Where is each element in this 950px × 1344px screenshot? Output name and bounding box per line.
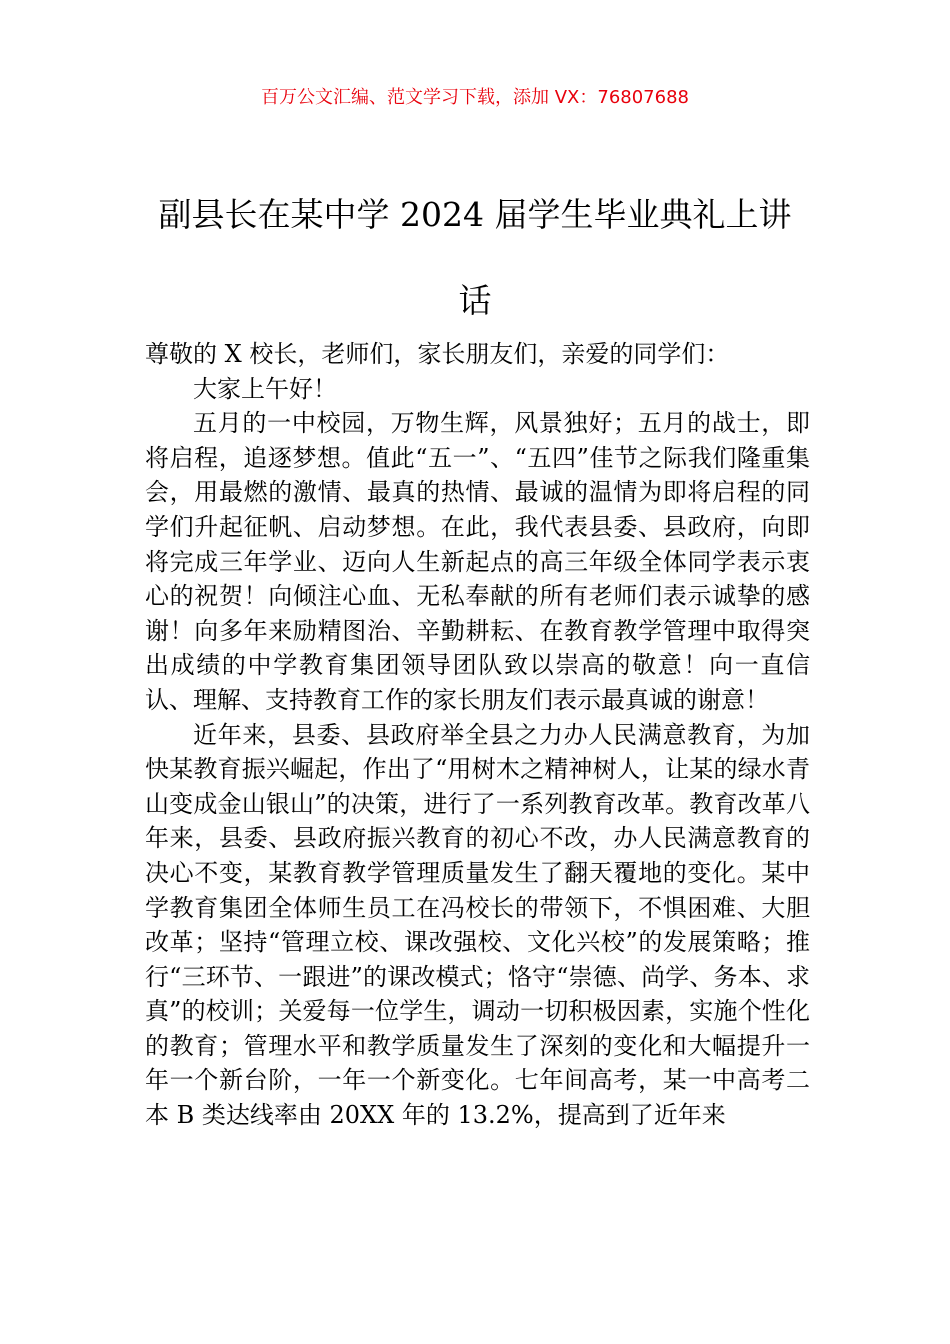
body-paragraph-1: 五月的一中校园，万物生辉，风景独好；五月的战士，即将启程，追逐梦想。值此“五一”、“五四”佳节之际我们隆重集会，用最燃的激情、最真的热情、最诚的温情为即将启程的同学们升起征帆、启动梦想。在此，我代表县委、县政府，向即将完成三年学业、迈向人生新起点的高三年级全体同学表示衷心的祝贺！向倾注心血、无私奉献的所有老师们表示诚挚的感谢！向多年来励精图治、辛勤耕耘、在教育教学管理中取得突出成绩的中学教育集团领导团队致以崇高的敬意！向一直信认、理解、支持教育工作的家长朋友们表示最真诚的谢意！: [145, 409, 810, 714]
title-line-2: 话: [458, 281, 492, 320]
title-line-1: 副县长在某中学 2024 届学生毕业典礼上讲: [158, 195, 792, 234]
document-body: [145, 337, 810, 1133]
header-watermark-note: 百万公文汇编、范文学习下载，添加 VX：76807688: [261, 87, 689, 108]
greeting-paragraph: 大家上午好！: [193, 374, 337, 403]
document-title: [130, 172, 820, 344]
body-paragraph-2: 近年来，县委、县政府举全县之力办人民满意教育，为加快某教育振兴崛起，作出了“用树木之精神树人，让某的绿水青山变成金山银山”的决策，进行了一系列教育改革。教育改革八年来，县委、县政府振兴教育的初心不改，办人民满意教育的决心不变，某教育教学管理质量发生了翻天覆地的变化。某中学教育集团全体师生员工在冯校长的带领下，不惧困难、大胆改革；坚持“管理立校、课改强校、文化兴校”的发展策略；推行“三环节、一跟进”的课改模式；恪守“崇德、尚学、务本、求真”的校训；关爱每一位学生，调动一切积极因素，实施个性化的教育；管理水平和教学质量发生了深刻的变化和大幅提升一年一个新台阶，一年一个新变化。七年间高考，某一中高考二本 B 类达线率由 20XX 年的 13.2%，提高到了近年来: [145, 720, 810, 1130]
salutation-paragraph: 尊敬的 X 校长，老师们，家长朋友们，亲爱的同学们：: [145, 340, 730, 368]
